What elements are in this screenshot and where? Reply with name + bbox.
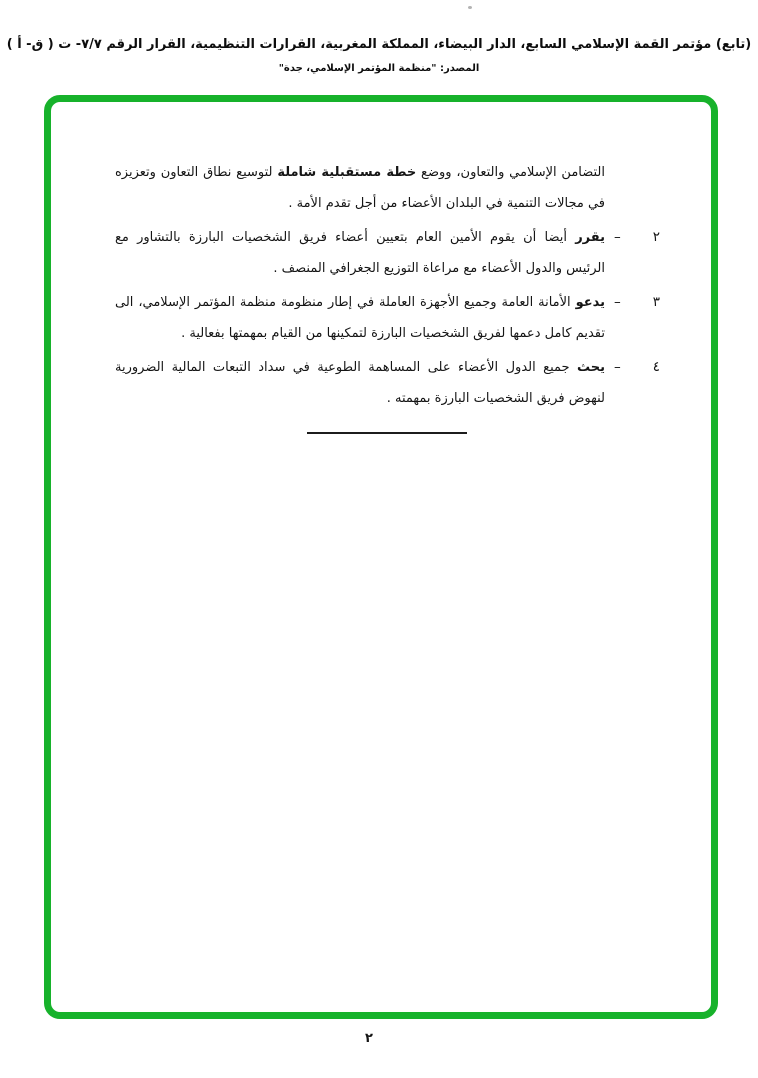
scan-artifact-dot (468, 6, 472, 9)
clause-4-line-2: لنهوض فريق الشخصيات البارزة بمهمته . (386, 391, 605, 406)
clause-2-line-1 (115, 222, 605, 253)
document-source-line: المصدر: "منظمة المؤتمر الإسلامي، جدة" (278, 63, 480, 74)
clause-3-marker (614, 287, 660, 349)
intro-line-2: في مجالات التنمية في البلدان الأعضاء من أجل تقدم الأمة . (288, 196, 605, 211)
intro-line1-bold-phrase: خطة مستقبلية شاملة (277, 165, 417, 180)
resolution-clause-4 (115, 352, 660, 414)
clause-3-number: ٣ (652, 294, 660, 310)
intro-line1-post: لتوسيع نطاق التعاون وتعزيزه (115, 165, 273, 180)
document-header-title: (تابع) مؤتمر القمة الإسلامي السابع، الدار البيضاء، المملكة المغربية، القرارات التنظيمية، القرار الرقم ٧/٧- ت ( ق- أ ) (6, 37, 752, 52)
clause-4-number: ٤ (652, 359, 660, 375)
clause-3-line-2: تقديم كامل دعمها لفريق الشخصيات البارزة لتمكينها من القيام بمهمتها بفعالية . (181, 326, 605, 341)
resolution-body (115, 157, 660, 417)
clause-4-dash: – (614, 359, 621, 375)
clause-4-line1-rest: جميع الدول الأعضاء على المساهمة الطوعية في سداد التبعات المالية الضرورية (115, 360, 570, 375)
clause-3-line1-rest: الأمانة العامة وجميع الأجهزة العاملة في إطار منظومة منظمة المؤتمر الإسلامي، الى (115, 295, 571, 310)
clause-2-keyword: يقرر (575, 230, 605, 245)
intro-line1-pre: التضامن الإسلامي والتعاون، ووضع (421, 165, 606, 180)
intro-paragraph-text (115, 157, 605, 219)
page-number: ٢ (365, 1031, 373, 1046)
clause-2-line1-rest: أيضا أن يقوم الأمين العام بتعيين أعضاء فريق الشخصيات البارزة بالتشاور مع (115, 230, 567, 245)
resolution-clause-3 (115, 287, 660, 349)
clause-2-marker (614, 222, 660, 284)
clause-2-line-2: الرئيس والدول الأعضاء مع مراعاة التوزيع الجغرافي المنصف . (273, 261, 605, 276)
clause-4-keyword: يحث (576, 360, 605, 375)
clause-4-line-1 (115, 352, 605, 383)
intro-line-1 (115, 157, 605, 188)
clause-4-text (115, 352, 605, 414)
clause-4-marker (614, 352, 660, 414)
intro-marker-spacer (614, 157, 660, 219)
clause-3-text (115, 287, 605, 349)
clause-3-keyword: يدعو (575, 295, 605, 310)
clause-2-number: ٢ (652, 229, 660, 245)
clause-2-text (115, 222, 605, 284)
clause-2-dash: – (614, 229, 621, 245)
clause-3-line-1 (115, 287, 605, 318)
resolution-clause-2 (115, 222, 660, 284)
clause-3-dash: – (614, 294, 621, 310)
intro-paragraph (115, 157, 660, 219)
section-divider-line (307, 432, 467, 434)
